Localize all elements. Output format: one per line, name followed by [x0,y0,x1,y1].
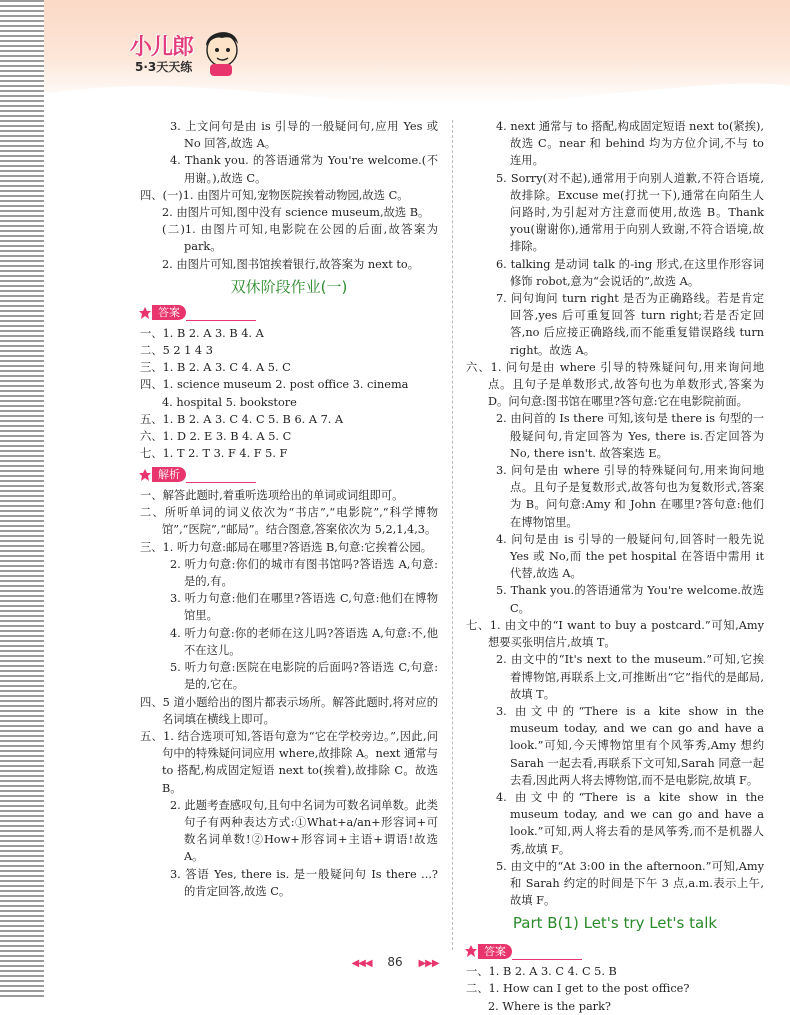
text-line: 5. Sorry(对不起),通常用于向别人道歉,不符合语境,故排除。Excuse me(打扰一下),通常在向陌生人问路时,为引起对方注意而使用,故选 B。Thank you(谢谢你),通常用于向别人致谢,不符合语境,故排除。 [496,171,764,254]
text-line: 四、(一)1. 由图片可知,宠物医院挨着动物园,故选 C。 [140,188,409,202]
text-line: 四、1. science museum 2. post office 3. cinema [140,378,409,392]
text-line: 三、1. 听力句意:邮局在哪里?答语选 B,句意:它挨着公园。 [140,540,433,554]
text-line: 4. 问句是由 is 引导的一般疑问句,回答时一般先说 Yes 或 No,而 the pet hospital 在答语中需用 it 代替,故选 A。 [496,532,764,581]
text-line: 二、所听单词的词义依次为“书店”,“电影院”,“科学博物馆”,“医院”,“邮局”。结合图意,答案依次为 5,2,1,4,3。 [140,506,438,537]
text-line: 2. 由问首的 Is there 可知,该句是 there is 句型的一般疑问句,肯定回答为 Yes, there is.否定回答为 No, there isn't. 故答案选 E。 [496,412,764,460]
binding-stripes [0,0,44,1000]
text-line: 四、5 道小题给出的图片都表示场所。解答此题时,将对应的名词填在横线上即可。 [140,695,438,726]
text-line: 一、解答此题时,着重听选项给出的单词或词组即可。 [140,489,404,503]
logo-title: 小儿郎 [130,35,194,60]
text-line: 六、1. D 2. E 3. B 4. A 5. C [140,429,292,443]
text-line: (二)1. 由图片可知,电影院在公园的后面,故答案为 park。 [162,223,438,254]
text-line: 3. 答语 Yes, there is. 是一般疑问句 Is there ...? 的肯定回答,故选 C。 [170,867,438,898]
tag-star-icon [138,306,152,320]
text-line: 4. 听力句意:你的老师在这儿吗?答语选 A,句意:不,他不在这儿。 [170,626,438,657]
text-line: 2. 此题考查感叹句,且句中名词为可数名词单数。此类句子有两种表达方式:①What+a/an+形容词+可数名词单数!②How+形容词+主语+谓语!故选 A。 [170,798,438,864]
page-footer [0,955,790,975]
text-line: 4. hospital 5. bookstore [162,395,297,409]
right-column [466,118,764,1015]
text-line: 一、1. B 2. A 3. C 4. C 5. B [466,965,617,979]
logo-subtitle: 5·3天天练 [135,60,193,74]
text-line: 5. Thank you.的答语通常为 You're welcome.故选 C。 [496,584,764,615]
section-title-part-b: Part B(1) Let's try Let's talk [512,914,718,933]
text-line: 三、1. B 2. A 3. C 4. A 5. C [140,361,291,375]
answer-label-2: 答案 [478,944,512,959]
text-line: 3. 上文问句是由 is 引导的一般疑问句,应用 Yes 或 No 回答,故选 A。 [170,120,438,151]
text-line: 一、1. B 2. A 3. B 4. A [140,326,264,340]
text-line: 二、5 2 1 4 3 [140,343,213,357]
text-line: 2. 听力句意:你们的城市有图书馆吗?答语选 A,句意:是的,有。 [170,557,438,589]
text-line: 七、1. T 2. T 3. F 4. F 5. F [140,447,288,461]
tag-star-icon [138,468,152,482]
text-line: 2. Where is the park? [488,999,611,1013]
text-line: 5. 由文中的“At 3:00 in the afternoon.”可知,Amy 和 Sarah 约定的时间是下午 3 点,a.m.表示上午,故填 F。 [496,859,764,908]
text-line: 4. Thank you. 的答语通常为 You're welcome.(不用谢。),故选 C。 [170,154,438,185]
text-line: 4. next 通常与 to 搭配,构成固定短语 next to(紧挨),故选 C。near 和 behind 均为方位介词,不与 to 连用。 [496,120,764,168]
text-line: 五、1. B 2. A 3. C 4. C 5. B 6. A 7. A [140,412,344,426]
left-arrows-icon: ◀◀◀ [351,958,372,969]
text-line: 六、1. 问句是由 where 引导的特殊疑问句,用来询问地点。且句子是单数形式,故答句也为单数形式,答案为 D。问句意:图书馆在哪里?答句意:它在电影院前面。 [466,360,764,409]
text-line: 2. 由图片可知,图中没有 science museum,故选 B。 [162,206,430,220]
text-line: 七、1. 由文中的“I want to buy a postcard.”可知,Amy 想要买张明信片,故填 T。 [466,618,764,650]
page-number: 86 [387,955,403,969]
answer-label: 答案 [152,305,186,320]
text-line: 2. 由文中的“It's next to the museum.”可知,它挨着博物馆,再联系上文,可推断出“它”指代的是邮局,故填 T。 [496,653,764,701]
answer-tag [138,304,256,321]
analysis-label: 解析 [152,467,186,482]
right-arrows-icon: ▶▶▶ [418,958,439,969]
mascot-boy-icon [198,24,244,80]
text-line: 五、1. 结合选项可知,答语句意为“它在学校旁边。”,因此,问句中的特殊疑问词应用 where,故排除 A。next 通常与 to 搭配,构成固定短语 next to(挨着),故排除 C。故选 B。 [140,729,438,795]
text-line: 二、1. How can I get to the post office? [466,982,690,996]
text-line: 2. 由图片可知,图书馆挨着银行,故答案为 next to。 [162,257,419,271]
column-divider [452,120,453,950]
text-line: 5. 听力句意:医院在电影院的后面吗?答语选 C,句意:是的,它在。 [170,661,438,692]
section-title-weekend: 双休阶段作业(一) [230,277,348,296]
text-line: 3. 由文中的“There is a kite show in the museum today, and we can go and have a look.”可知,今天博物馆里有个风筝秀,Amy 想约 Sarah 一起去看,再联系下文可知,Sarah 同意一起去看,因此两人将去博物馆,而不是电影院,故填 F。 [496,704,764,787]
text-line: 6. talking 是动词 talk 的-ing 形式,在这里作形容词修饰 robot,意为“会说话的”,故选 A。 [496,257,764,288]
text-line: 4. 由文中的“There is a kite show in the museum today, and we can go and have a look.”可知,两人将去看的是风筝秀,而不是机器人秀,故填 F。 [496,790,764,856]
text-line: 3. 问句是由 where 引导的特殊疑问句,用来询问地点。且句子是复数形式,故答句也为复数形式,答案为 B。问句意:Amy 和 John 在哪里?答句意:他们在博物馆里。 [496,464,764,529]
text-line: 3. 听力句意:他们在哪里?答语选 C,句意:他们在博物馆里。 [170,592,438,623]
text-line: 7. 问句询问 turn right 是否为正确路线。若是肯定回答,yes 后可重复回答 turn right;若是否定回答,no 后应接正确路线,而不能重复错误路线 turn right。故选 A。 [496,292,764,357]
left-column [140,118,438,900]
analysis-tag [138,466,256,483]
